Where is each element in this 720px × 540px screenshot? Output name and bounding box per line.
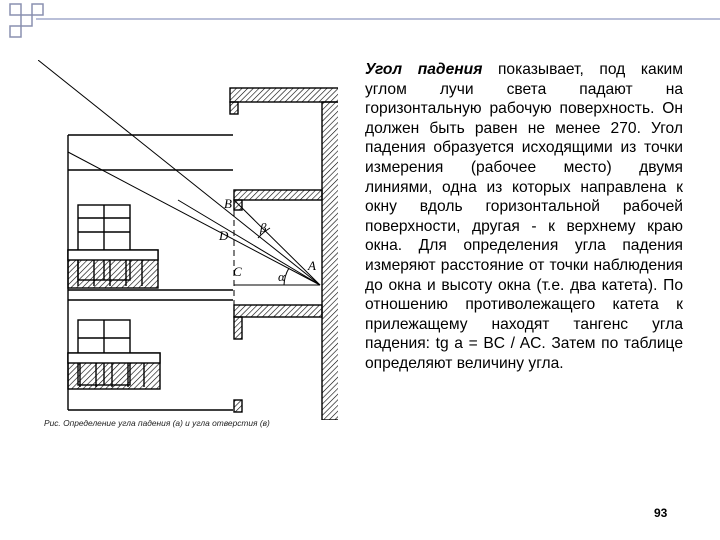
figure-caption: Рис. Определение угла падения (а) и угла отверстия (в): [44, 418, 270, 428]
label-a: A: [308, 258, 316, 273]
upper-window: [68, 205, 158, 288]
corner-squares-decoration: [0, 0, 60, 44]
lower-window: [68, 320, 160, 389]
incidence-angle-figure: [38, 60, 338, 420]
label-beta: β: [260, 220, 267, 235]
label-c: C: [233, 264, 242, 279]
term-highlight: Угол падения: [365, 61, 483, 78]
label-b: B: [224, 196, 232, 211]
body-text: показывает, под каким углом лучи света падают на горизонтальную рабочую поверхность. Он должен быть равен не менее 270. Угол падения образуется исходящими из точки измерения (рабочее место) двумя линиями, одна из которых направлена к окну вдоль горизонтальной рабочей поверхности, другая - к верхнему краю окна. Для определения угла падения измеряют расстояние от точки наблюдения до окна и высоту окна (т.е. два катета). По отношению противолежащего катета к прилежащему находят тангенс угла падения: tg a = BC / AC. Затем по таблице определяют величину угла.: [365, 61, 683, 372]
right-wall: [230, 88, 338, 420]
header-rule: [36, 18, 720, 20]
slide-body: [365, 60, 683, 374]
label-alpha: α: [278, 269, 285, 284]
page-number: 93: [654, 506, 668, 520]
label-d: D: [219, 228, 229, 243]
